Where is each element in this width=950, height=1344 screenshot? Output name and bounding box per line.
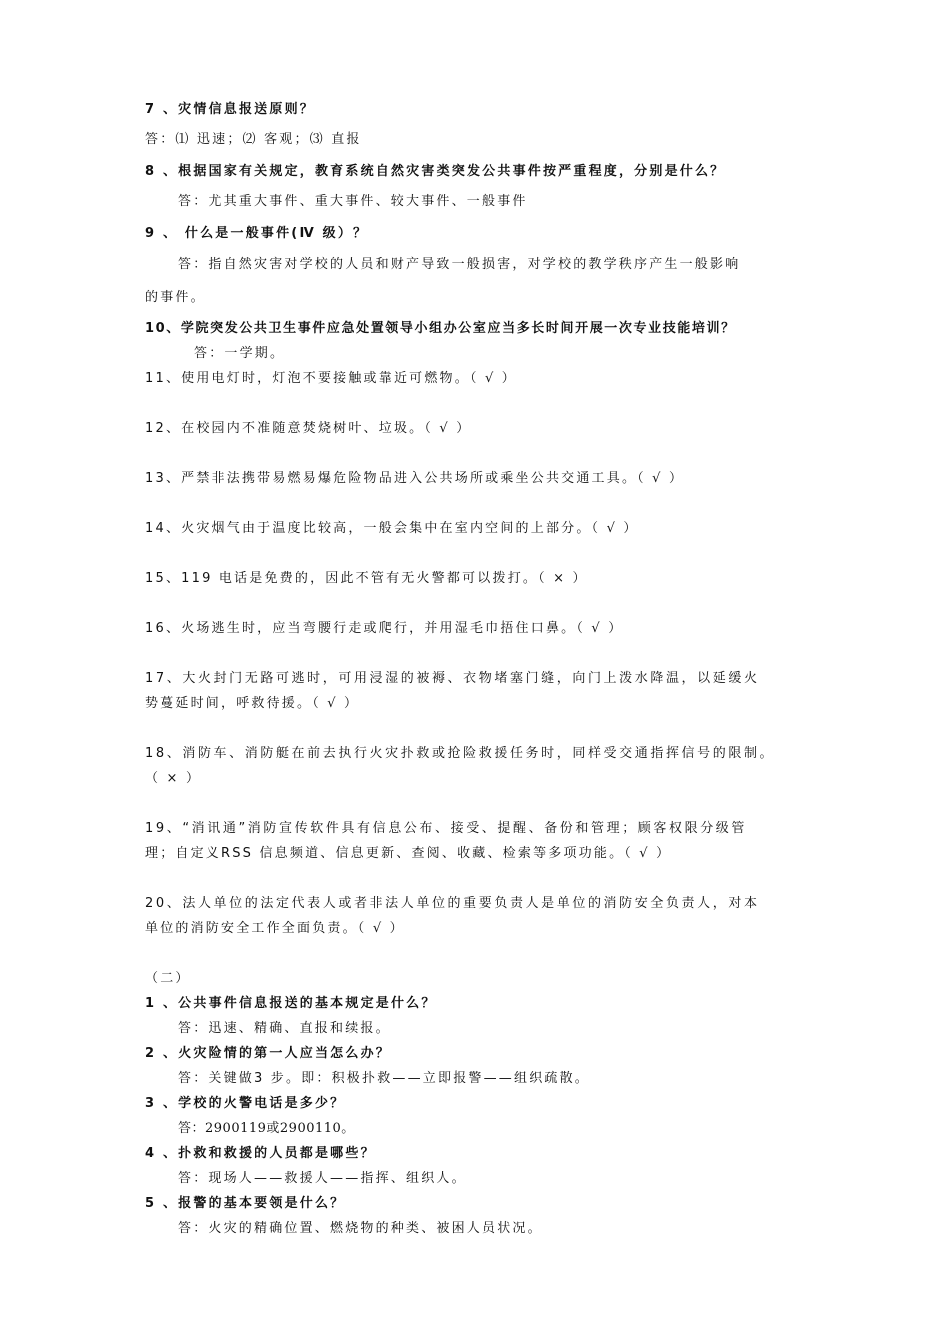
answer-s2-5: 答：火灾的精确位置、燃烧物的种类、被困人员状况。	[178, 1221, 543, 1236]
item-13: 13、严禁非法携带易燃易爆危险物品进入公共场所或乘坐公共交通工具。（ √ ）	[145, 471, 685, 486]
answer-9-line-1: 答：指自然灾害对学校的人员和财产导致一般损害，对学校的教学秩序产生一般影响	[178, 257, 741, 272]
question-s2-5: 5 、报警的基本要领是什么？	[145, 1196, 346, 1211]
item-15: 15、119 电话是免费的，因此不管有无火警都可以拨打。（ × ）	[145, 571, 588, 586]
item-11: 11、使用电灯时，灯泡不要接触或靠近可燃物。（ √ ）	[145, 371, 517, 386]
item-16: 16、火场逃生时，应当弯腰行走或爬行，并用湿毛巾捂住口鼻。（ √ ）	[145, 621, 624, 636]
question-9: 9 、 什么是一般事件(Ⅳ 级）？	[145, 226, 369, 241]
item-20-line-2: 单位的消防安全工作全面负责。（ √ ）	[145, 921, 405, 936]
item-18-line-1: 18、消防车、消防艇在前去执行火灾扑救或抢险救援任务时，同样受交通指挥信号的限制。	[145, 746, 776, 761]
answer-s2-3: 答：2900119或2900110。	[178, 1121, 355, 1136]
question-7: 7 、灾情信息报送原则？	[145, 102, 315, 117]
answer-s2-1: 答：迅速、精确、直报和续报。	[178, 1021, 391, 1036]
item-14: 14、火灾烟气由于温度比较高，一般会集中在室内空间的上部分。（ √ ）	[145, 521, 639, 536]
question-s2-2: 2 、火灾险情的第一人应当怎么办？	[145, 1046, 391, 1061]
question-s2-3: 3 、学校的火警电话是多少？	[145, 1096, 346, 1111]
question-8: 8 、根据国家有关规定，教育系统自然灾害类突发公共事件按严重程度，分别是什么？	[145, 164, 726, 179]
item-12: 12、在校园内不准随意焚烧树叶、垃圾。（ √ ）	[145, 421, 472, 436]
answer-9-line-2: 的事件。	[145, 290, 206, 305]
item-20-line-1: 20、法人单位的法定代表人或者非法人单位的重要负责人是单位的消防安全负责人，对本	[145, 896, 760, 911]
answer-10: 答：一学期。	[194, 346, 286, 361]
item-17-line-1: 17、大火封门无路可逃时，可用浸湿的被褥、衣物堵塞门缝，向门上泼水降温，以延缓火	[145, 671, 760, 686]
item-18-line-2: （ × ）	[145, 771, 202, 786]
item-17-line-2: 势蔓延时间，呼救待援。（ √ ）	[145, 696, 360, 711]
item-19-line-2: 理；自定义RSS 信息频道、信息更新、查阅、收藏、检索等多项功能。（ √ ）	[145, 846, 672, 861]
answer-s2-2: 答：关键做3 步。即：积极扑救——立即报警——组织疏散。	[178, 1071, 591, 1086]
answer-7: 答：⑴ 迅速；⑵ 客观；⑶ 直报	[145, 132, 362, 147]
item-19-line-1: 19、“消讯通”消防宣传软件具有信息公布、接受、提醒、备份和管理；顾客权限分级管	[145, 821, 748, 836]
section-heading: （二）	[145, 971, 191, 986]
question-10: 10、学院突发公共卫生事件应急处置领导小组办公室应当多长时间开展一次专业技能培训？	[145, 321, 736, 336]
answer-8: 答：尤其重大事件、重大事件、较大事件、一般事件	[178, 194, 528, 209]
question-s2-1: 1 、公共事件信息报送的基本规定是什么？	[145, 996, 437, 1011]
question-s2-4: 4 、扑救和救援的人员都是哪些？	[145, 1146, 376, 1161]
answer-s2-4: 答：现场人——救援人——指挥、组织人。	[178, 1171, 467, 1186]
